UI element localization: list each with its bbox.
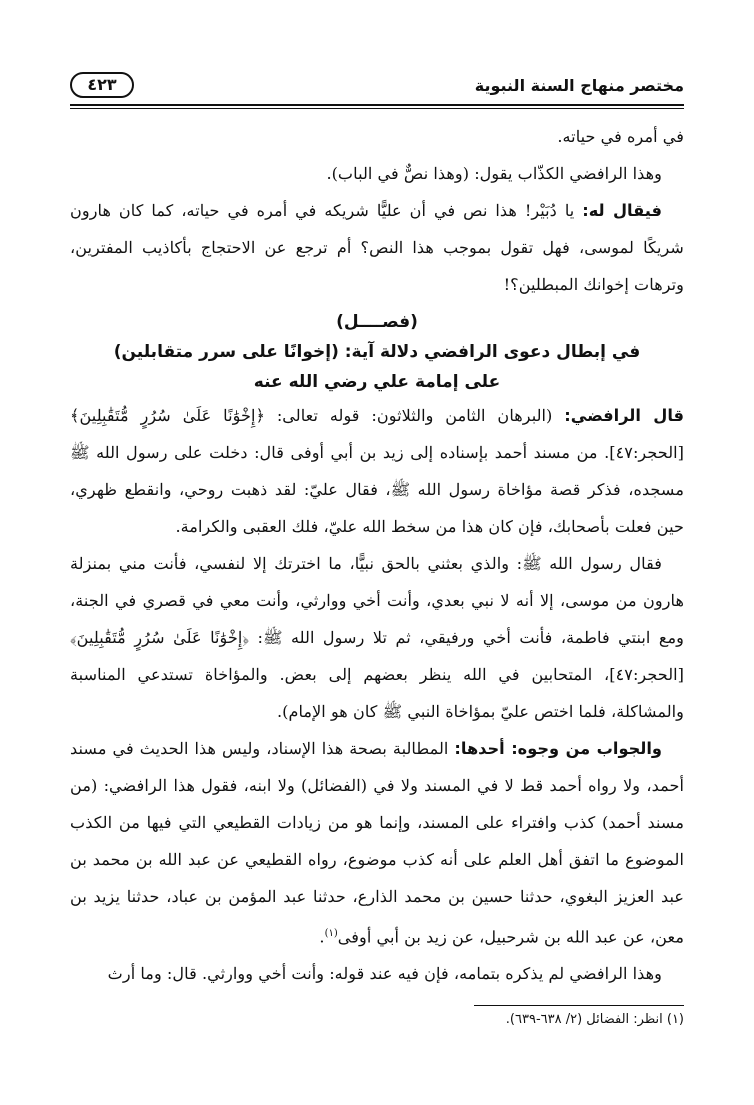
- paragraph-4-lead: قال الرافضي:: [564, 406, 684, 425]
- paragraph-6-text: المطالبة بصحة هذا الإسناد، وليس هذا الحديث في مسند أحمد، ولا رواه أحمد قط لا في المسند ولا في (الفضائل) ولا ابنه، فقول هذا الرافضي: (من مسند أحمد) كذب وافتراء على المسند، وإنما هو من زيادات القطيعي التي فيها من الكذب الموضوع ما اتفق أهل العلم على أنه كذب موضوع، رواه القطيعي عن عبد الله بن محمد بن عبد العزيز البغوي، حدثنا حسين بن محمد الذارع، حدثنا عبد المؤمن بن عباد، حدثنا يزيد بن معن، عن عبد الله بن شرحبيل، عن زيد بن أبي أوفى: [70, 739, 684, 947]
- header-rule-thin: [70, 108, 684, 109]
- page-number: ٤٢٣: [70, 72, 134, 98]
- paragraph-3-text: يا دُبَيْر! هذا نص في أن عليًّا شريكه في أمره في حياته، كما كان هارون شريكًا لموسى، فهل تقول بموجب هذا النص؟ أم ترجع عن الاحتجاج بأكاذيب المفترين، وترهات إخوانك المبطلين؟!: [70, 201, 684, 294]
- section-title: (فصــــل): [336, 312, 418, 332]
- header-rule: [70, 104, 684, 106]
- paragraph-3: [70, 192, 684, 303]
- footnote: (١) انظر: الفضائل (٢/ ٦٣٨-٦٣٩).: [505, 1012, 684, 1027]
- paragraph-6-end: .: [319, 927, 325, 947]
- paragraph-2: وهذا الرافضي الكذّاب يقول: (وهذا نصٌّ في الباب).: [326, 164, 662, 183]
- footnote-rule: [474, 1005, 684, 1006]
- page: [70, 70, 684, 1065]
- footnote-ref: (١): [324, 928, 338, 939]
- paragraph-1: في أمره في حياته.: [557, 127, 684, 146]
- section-subtitle-2: على إمامة علي رضي الله عنه: [253, 372, 501, 392]
- paragraph-6: [70, 730, 684, 955]
- section-subtitle: في إبطال دعوى الرافضي دلالة آية: (إخوانًا على سرر متقابلين): [113, 342, 641, 362]
- paragraph-4-text: (البرهان الثامن والثلاثون: قوله تعالى: ﴿إِخْوَٰنًا عَلَىٰ سُرُرٍ مُّتَقَٰبِلِينَ﴾ [الحجر:٤٧]. من مسند أحمد بإسناده إلى زيد بن أبي أوفى قال: دخلت على رسول الله ﷺ مسجده، فذكر قصة مؤاخاة رسول الله ﷺ، فقال عليّ: لقد ذهبت روحي، وانقطع ظهري، حين فعلت بأصحابك، فإن كان هذا من سخط الله عليّ، فلك العقبى والكرامة.: [70, 406, 684, 536]
- paragraph-3-lead: فيقال له:: [582, 201, 662, 220]
- body-text: [70, 118, 684, 992]
- book-title: مختصر منهاج السنة النبوية: [474, 76, 684, 95]
- paragraph-4: [70, 397, 684, 545]
- paragraph-7: وهذا الرافضي لم يذكره بتمامه، فإن فيه عند قوله: وأنت أخي ووارثي. قال: وما أرث: [107, 964, 662, 984]
- paragraph-6-lead: والجواب من وجوه: أحدها:: [454, 739, 662, 758]
- paragraph-5: فقال رسول الله ﷺ: والذي بعثني بالحق نبيًّا، ما اخترتك إلا لنفسي، فأنت مني بمنزلة هارون من موسى، إلا أنه لا نبي بعدي، وأنت أخي ووارثي، وأنت معي في قصري في الجنة، ومع ابنتي فاطمة، فأنت أخي ورفيقي، ثم تلا رسول الله ﷺ: ﴿إِخْوَٰنًا عَلَىٰ سُرُرٍ مُّتَقَٰبِلِينَ﴾ [الحجر:٤٧]، المتحابين في الله ينظر بعضهم إلى بعض. والمؤاخاة تستدعي المناسبة والمشاكلة، فلما اختص عليّ بمؤاخاة النبي ﷺ كان هو الإمام).: [70, 554, 684, 721]
- running-header: [70, 70, 684, 104]
